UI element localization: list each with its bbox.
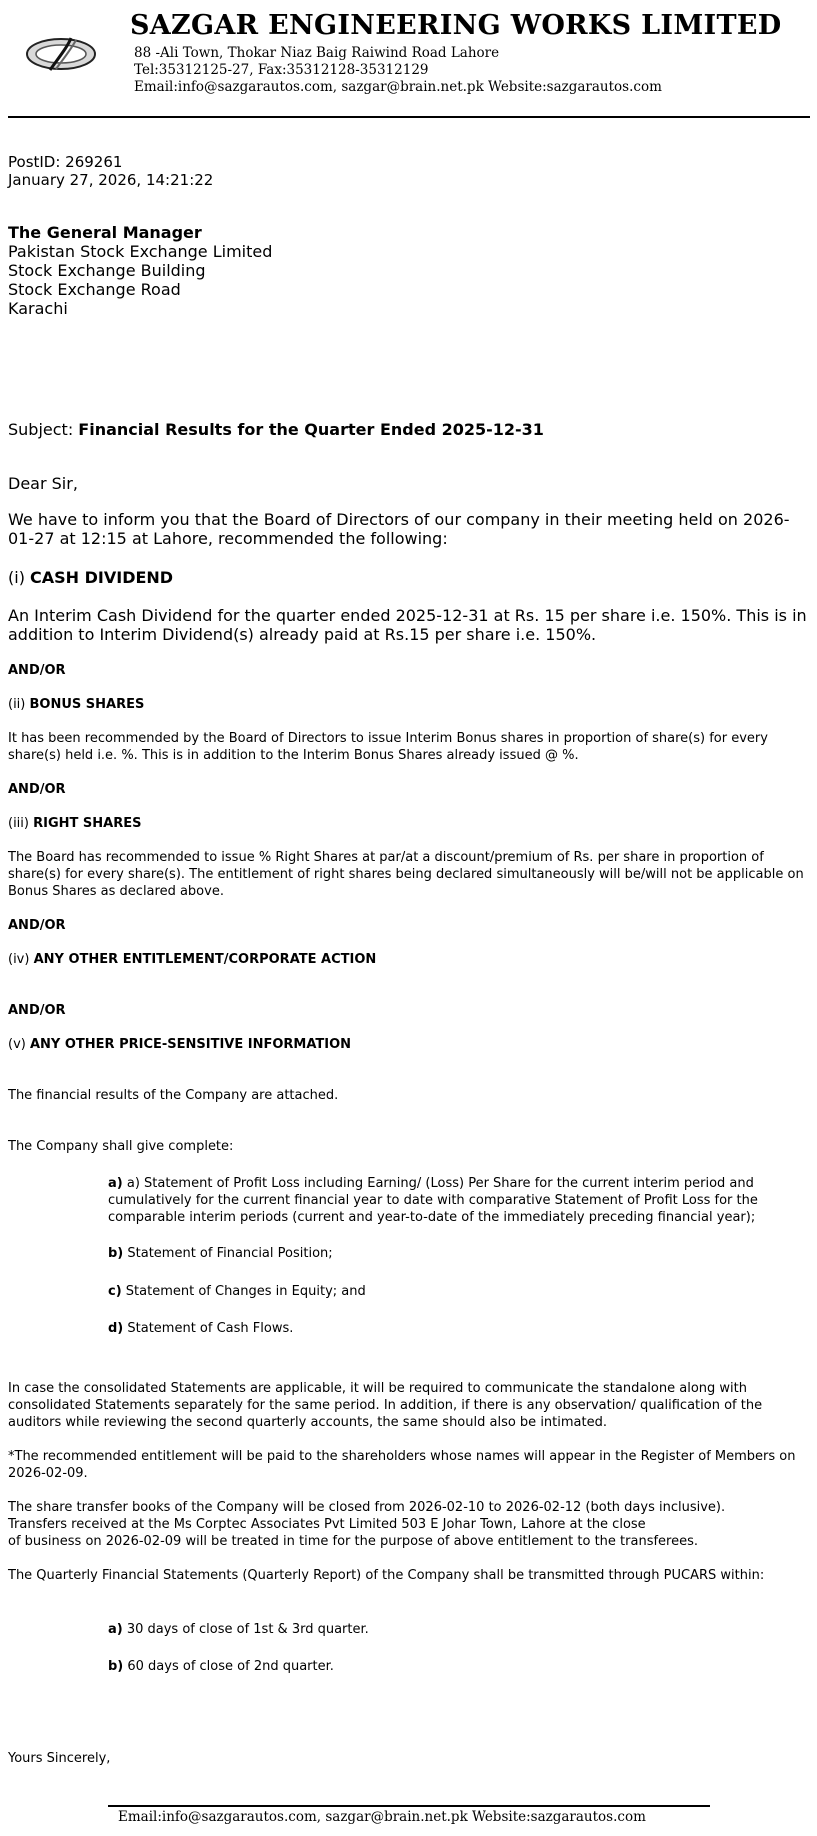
and-or-label: AND/OR (8, 663, 66, 678)
company-logo (24, 32, 98, 76)
company-address: 88 -Ali Town, Thokar Niaz Baig Raiwind Road Lahore (134, 45, 500, 61)
consolidated-paragraph: In case the consolidated Statements are applicable, it will be required to communicate the standalone along with consolidated Statements separately for the same period. In addition, if there is any observation/ qualification of the auditors while reviewing the second quarterly accounts, the same should also be intimated. (8, 1381, 763, 1430)
transfer-line: The share transfer books of the Company will be closed from 2026-02-10 to 2026-02-12 (both days inclusive). (8, 1500, 726, 1515)
recipient-line: Stock Exchange Road (8, 280, 181, 299)
other-entitlement-heading: (iv) ANY OTHER ENTITLEMENT/CORPORATE ACTION (8, 952, 377, 967)
entitlement-note: *The recommended entitlement will be paid to the shareholders whose names will appear in the Register of Members on 2026-02-09. (8, 1449, 796, 1481)
pucars-paragraph: The Quarterly Financial Statements (Quarterly Report) of the Company shall be transmitted through PUCARS within: (8, 1568, 765, 1583)
list-item: b) Statement of Financial Position; (108, 1246, 333, 1261)
list-item: c) Statement of Changes in Equity; and (108, 1284, 366, 1299)
price-sensitive-heading: (v) ANY OTHER PRICE-SENSITIVE INFORMATION (8, 1037, 352, 1052)
company-name: SAZGAR ENGINEERING WORKS LIMITED (130, 10, 782, 41)
bonus-heading: (ii) BONUS SHARES (8, 697, 145, 712)
subject-line (8, 420, 808, 439)
list-item: a) a) Statement of Profit Loss including Earning/ (Loss) Per Share for the current interim period and cumulatively for the current financial year to date with comparative Statement of Profit Loss for the comparable interim periods (current and year-to-date of the immediately preceding financial year); (108, 1176, 758, 1225)
recipient-line: Pakistan Stock Exchange Limited (8, 242, 273, 261)
transfer-line: Transfers received at the Ms Corptec Associates Pvt Limited 503 E Johar Town, Lahore at the close (8, 1517, 646, 1532)
bonus-text: It has been recommended by the Board of Directors to issue Interim Bonus shares in proportion of share(s) for every share(s) held i.e. %. This is in addition to the Interim Bonus Shares already issued @ %. (8, 731, 768, 763)
subject-text: Financial Results for the Quarter Ended 2025-12-31 (78, 420, 544, 439)
right-shares-text: The Board has recommended to issue % Right Shares at par/at a discount/premium of Rs. per share in proportion of share(s) for every share(s). The entitlement of right shares being declared simultaneously will be/will not be applicable on Bonus Shares as declared above. (8, 850, 804, 899)
transfer-line: of business on 2026-02-09 will be treated in time for the purpose of above entitlement to the transferees. (8, 1534, 698, 1549)
header-rule (8, 116, 810, 118)
company-shall-give: The Company shall give complete: (8, 1139, 234, 1154)
footer-rule (108, 1805, 710, 1807)
and-or-label: AND/OR (8, 782, 66, 797)
post-id: PostID: 269261 (8, 153, 123, 171)
and-or-label: AND/OR (8, 918, 66, 933)
recipient-line: Stock Exchange Building (8, 261, 206, 280)
cash-dividend-heading: (i) CASH DIVIDEND (8, 568, 174, 587)
cash-dividend-text: An Interim Cash Dividend for the quarter ended 2025-12-31 at Rs. 15 per share i.e. 150%. This is in addition to Interim Dividend(s) already paid at Rs.15 per share i.e. 150%. (8, 606, 807, 644)
intro-paragraph: We have to inform you that the Board of Directors of our company in their meeting held on 2026-01-27 at 12:15 at Lahore, recommended the following: (8, 510, 790, 548)
and-or-label: AND/OR (8, 1003, 66, 1018)
recipient-line: Karachi (8, 299, 68, 318)
recipient-title: The General Manager (8, 223, 202, 242)
company-email-web: Email:info@sazgarautos.com, sazgar@brain.net.pk Website:sazgarautos.com (134, 79, 662, 95)
closing-salutation: Yours Sincerely, (8, 1751, 111, 1766)
financial-results-attached: The financial results of the Company are attached. (8, 1088, 339, 1103)
list-item: d) Statement of Cash Flows. (108, 1321, 294, 1336)
post-datetime: January 27, 2026, 14:21:22 (8, 171, 214, 189)
list-item: b) 60 days of close of 2nd quarter. (108, 1659, 334, 1674)
salutation: Dear Sir, (8, 474, 78, 493)
right-shares-heading: (iii) RIGHT SHARES (8, 816, 142, 831)
company-tel-fax: Tel:35312125-27, Fax:35312128-35312129 (134, 62, 429, 78)
footer-contact: Email:info@sazgarautos.com, sazgar@brain.net.pk Website:sazgarautos.com (118, 1809, 646, 1825)
subject-label: Subject: (8, 420, 79, 439)
list-item: a) 30 days of close of 1st & 3rd quarter. (108, 1622, 369, 1637)
